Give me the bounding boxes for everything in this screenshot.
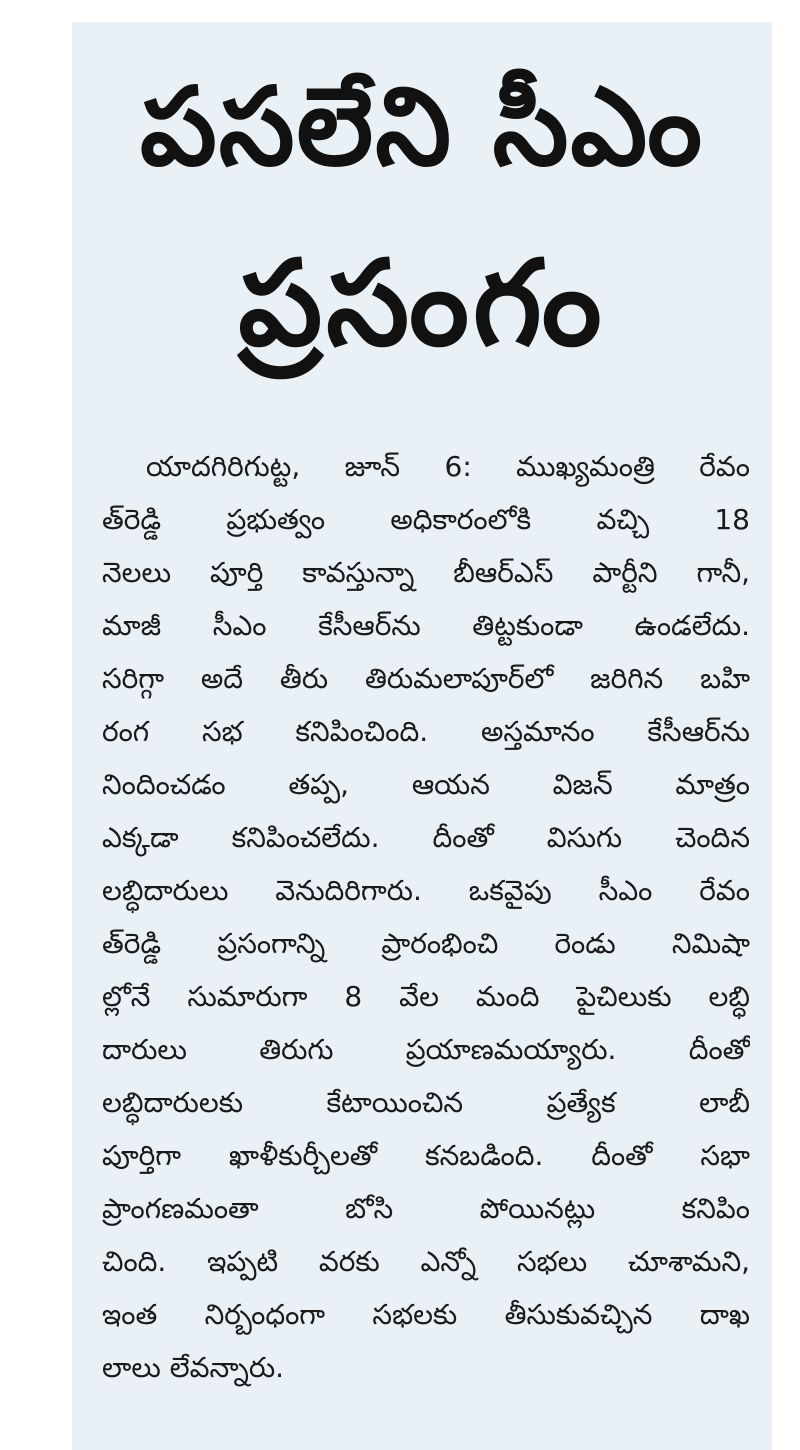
body-line: రంగ సభ కనిపించింది. అస్తమానం కేసీఆర్‌ను <box>102 715 750 748</box>
article-body <box>102 440 750 1394</box>
headline-line-1: పసలేని సీఎం <box>140 65 704 190</box>
body-line: నిందించడం తప్ప, ఆయన విజన్ మాత్రం <box>102 768 750 801</box>
headline-line-2: ప్రసంగం <box>238 234 606 372</box>
body-line: ల్లోనే సుమారుగా 8 వేల మంది పైచిలుకు లబ్ధి <box>102 980 750 1013</box>
body-line: త్‌రెడ్డి ప్రభుత్వం అధికారంలోకి వచ్చి 18 <box>102 503 750 536</box>
body-line: యాదగిరిగుట్ట, జూన్ 6: ముఖ్యమంత్రి రేవం <box>146 450 750 483</box>
body-line: లాలు లేవన్నారు. <box>102 1351 285 1384</box>
body-line: పూర్తిగా ఖాళీకుర్చీలతో కనబడింది. దీంతో సభా <box>102 1139 750 1172</box>
body-line: త్‌రెడ్డి ప్రసంగాన్ని ప్రారంభించి రెండు నిమిషా <box>102 927 750 960</box>
body-line: సరిగ్గా అదే తీరు తిరుమలాపూర్‌లో జరిగిన బహి <box>102 662 750 695</box>
body-line: దారులు తిరుగు ప్రయాణమయ్యారు. దీంతో <box>102 1033 750 1066</box>
body-line: ఎక్కడా కనిపించలేదు. దీంతో విసుగు చెందిన <box>102 821 750 854</box>
news-clipping <box>72 22 772 1450</box>
body-line: ప్రాంగణమంతా బోసి పోయినట్లు కనిపిం <box>102 1192 750 1225</box>
body-line: మాజీ సీఎం కేసీఆర్‌ను తిట్టకుండా ఉండలేదు. <box>102 609 750 642</box>
body-line: చింది. ఇప్పటి వరకు ఎన్నో సభలు చూశామని, <box>102 1245 750 1278</box>
body-line: లబ్ధిదారులకు కేటాయించిన ప్రత్యేక లాబీ <box>102 1086 750 1119</box>
body-line: నెలలు పూర్తి కావస్తున్నా బీఆర్ఎస్ పార్టీని గానీ, <box>102 556 750 589</box>
body-line: లబ్ధిదారులు వెనుదిరిగారు. ఒకవైపు సీఎం రేవం <box>102 874 750 907</box>
body-line: ఇంత నిర్బంధంగా సభలకు తీసుకువచ్చిన దాఖ <box>102 1298 750 1331</box>
